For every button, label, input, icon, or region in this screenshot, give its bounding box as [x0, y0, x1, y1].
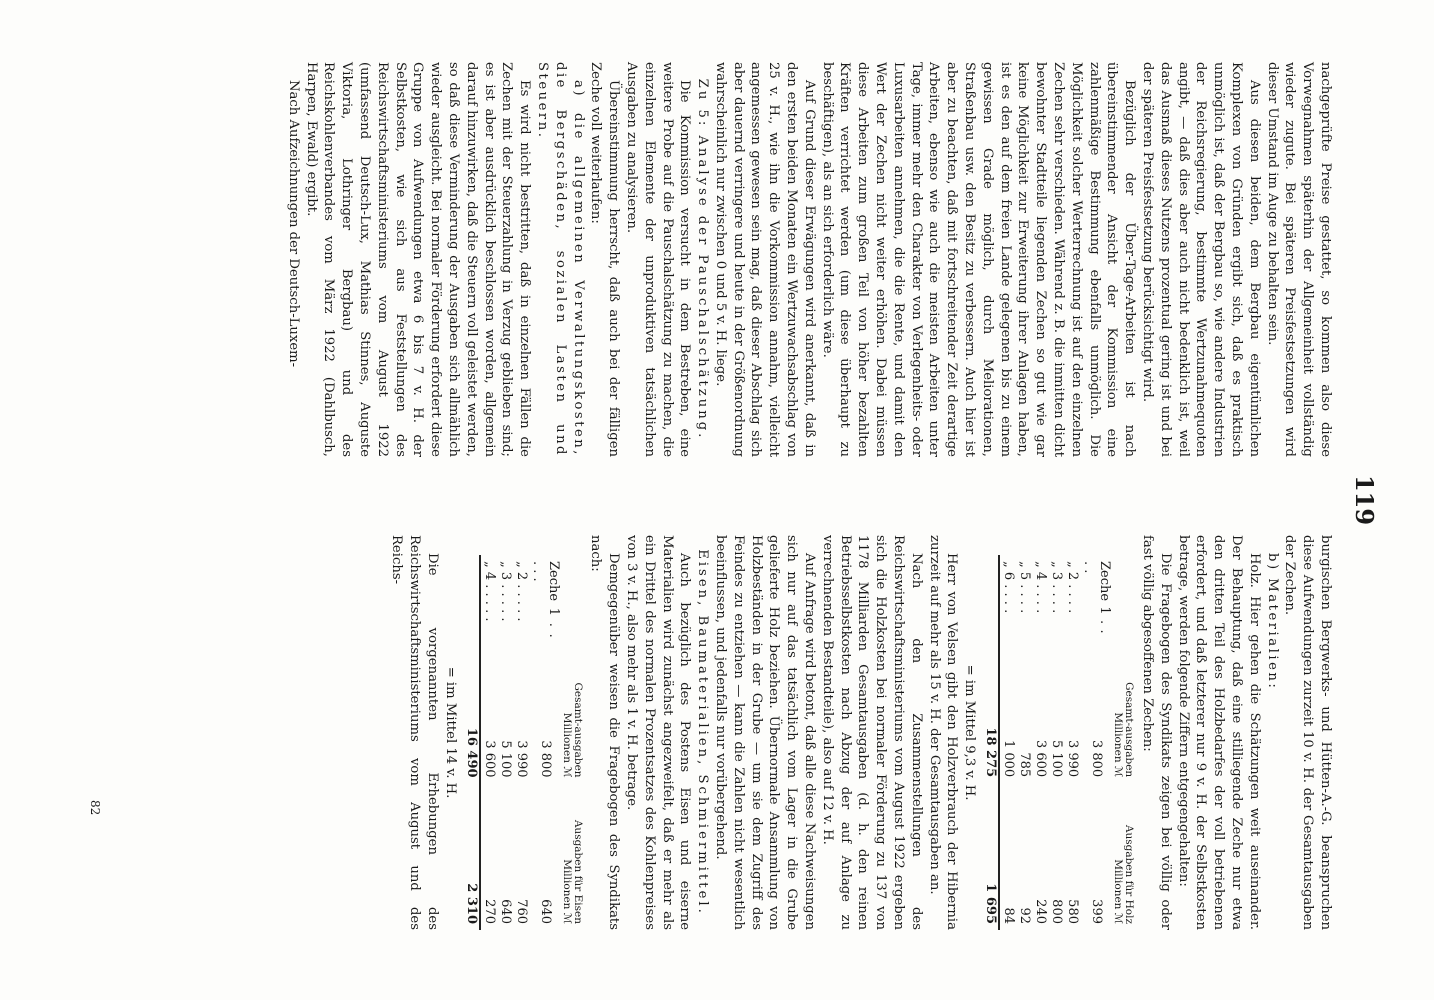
table-cell: 2 310 [463, 784, 480, 930]
table-cell: „ 5 . . . . [1017, 561, 1033, 614]
table-cell: „ 3 . . . . . [497, 561, 513, 622]
table-cell: 3 600 [481, 740, 497, 778]
table-cell: 3 800 [537, 740, 553, 778]
table-cell: 1 000 [1001, 739, 1017, 778]
table-row [497, 555, 513, 930]
paragraph: burgischen Bergwerks- und Hütten-A.-G. beanspruchen diese Aufwendungen zurzeit 10 v. H. der Gesamtausgaben der Zechen. [1282, 535, 1333, 930]
paragraph: Auch bezüglich des Postens Eisen und eiserne Materialien wird zunächst angezweifelt, daß er mehr als ein Drittel des normalen Prozentsatzes des Kohlenpreises von 3 v. H., also mehr als 1 v. H. betrage. [624, 535, 693, 930]
table-cell: 399 [1089, 899, 1105, 924]
table-row [1016, 555, 1032, 930]
right-column [388, 535, 1334, 930]
paragraph: Bezüglich der Über-Tage-Arbeiten ist nach übereinstimmender Ansicht der Kommission eine zahlenmäßige Bestimmung ebenfalls unmöglich. Die Möglichkeit solcher Werterrechnung ist auf den einzelnen Zechen sehr verschieden. Während z. B. die inmitten dicht bewohnter Stadtteile liegenden Zechen so gut wie gar keine Möglichkeit zur Erweiterung ihrer Anlagen haben, ist es den auf dem freien Lande gelegenen bis zu einem gewissen Grade möglich, durch Meliorationen, Straßenbau usw. den Besitz zu verbessern. Auch hier ist aber zu beachten, daß mit fortschreitender Zeit derartige Arbeiten, ebenso wie auch die meisten Arbeiten unter Tage, immer mehr den Charakter von Verlegenheits- oder Luxusarbeiten annehmen, die die Rente, und damit den Wert der Zechen nicht weiter erhöhen. Dabei müssen diese Arbeiten zum großen Teil von höher bezahlten Kräften verrichtet werden (um diese überhaupt zu beschäftigen), als an sich erforderlich wäre. [819, 62, 1138, 457]
table-header-row [1112, 555, 1134, 930]
table-cell: „ 3 . . . . [1049, 561, 1065, 614]
table-row [529, 555, 561, 930]
page-number: 119 [1350, 474, 1379, 526]
table-row [1064, 555, 1080, 930]
paragraph: Demgegenüber weisen die Fragebogen des Syndikats nach: [588, 535, 622, 930]
section-heading: Eisen, Baumaterialien, Schmiermittel. [695, 549, 711, 916]
table-cell: 16 490 [463, 644, 480, 784]
table-cell: 3 600 [1033, 739, 1049, 778]
table-row [999, 555, 1016, 930]
table-cell [982, 555, 999, 640]
footer-number: 82 [88, 800, 102, 816]
left-column [284, 62, 1334, 457]
table-cell: 3 800 [1089, 739, 1105, 778]
table-mean: = im Mittel 9,3 v. H. [962, 664, 978, 801]
table-cell: „ 6 . . . . [1001, 561, 1017, 614]
table-cell: 270 [481, 899, 497, 924]
table-cell: 760 [513, 899, 529, 924]
table-cell: 92 [1017, 907, 1033, 924]
table-row [1080, 555, 1112, 930]
table-cell: 5 100 [1049, 739, 1065, 778]
table-header: Ausgaben für Holz Millionen ℳ [1112, 824, 1136, 924]
table-cell: „ 4 . . . . . [481, 561, 497, 622]
table-total-row [982, 555, 999, 930]
table-cell: 18 275 [982, 640, 999, 784]
section-heading: Zu 5: Analyse der Pauschalschätzung. [695, 78, 711, 441]
table-header: Gesamt-ausgaben Millionen ℳ [560, 682, 584, 778]
paragraph: Es wird nicht bestritten, daß in einzelnen Fällen die Zechen mit der Steuerzahlung in Verzug geblieben sind; es ist aber ausdrücklich beschlossen worden, allgemein darauf hinzuwirken, daß die Steuern voll geleistet werden, so daß diese Verminderung der Ausgaben sich allmählich wieder ausgleicht. Bei normaler Förderung erfordert diese Gruppe von Aufwendungen etwa 6 bis 7 v. H. der Selbstkosten, wie sich aus Feststellungen des Reichswirtschaftsministeriums vom August 1922 (umfassend Deutsch-Lux, Mathias Stinnes, Auguste Viktoria, Lothringer Bergbau) und des Reichskohlenverbandes vom März 1922 (Dahlbusch, Harpen, Ewald) ergibt. [303, 62, 533, 457]
table-cell: „ 2 . . . . . [513, 561, 529, 622]
table-cell: Zeche 1 . . . . . [529, 561, 561, 638]
iron-expenses-table [463, 555, 583, 930]
paragraph: Nach Aufzeichnungen der Deutsch-Luxem- [285, 80, 301, 368]
table-cell: Zeche 1 . . . . [1081, 561, 1113, 634]
table-cell: 1 695 [982, 783, 999, 930]
paragraph: nachgeprüfte Preise gestattet, so kommen also diese Vorwegnahmen späterhin der Allgemeinheit vollständig wieder zugute. Bei späteren Preisfestsetzungen wird dieser Umstand im Auge zu behalten sein. [1264, 62, 1333, 457]
paragraph: Auf Grund dieser Erwägungen wird anerkannt, daß in den ersten beiden Monaten ein Wertzuwachsabschlag von 25 v. H., wie ihn die Vorkommission annahm, vielleicht angemessen gewesen sein mag, daß dieser Abschlag sich aber dauernd verringere und heute in der Größenordnung wahrscheinlich nur zwischen 0 und 5 v. H. liege. [712, 62, 817, 457]
paragraph: Die Kommission versucht in dem Bestreben, eine weitere Probe auf die Pauschalschätzung zu machen, die einzelnen Elemente der unproduktiven tatsächlichen Ausgaben zu analysieren. [623, 62, 693, 457]
table-cell [463, 555, 480, 644]
paragraph: Aus diesen beiden, dem Bergbau eigentümlichen Komplexen von Gründen ergibt sich, daß es praktisch unmöglich ist, daß der Bergbau so, wie andere Industrien der Reichsregierung, bestimmte Wertzunahmequoten angibt, — daß dies aber auch nicht bedenklich ist, weil das Ausmaß dieses Nutzens prozentual gering ist und bei der späteren Preisfestsetzung berücksichtigt wird. [1140, 62, 1262, 457]
table-row [1048, 555, 1064, 930]
table-cell: 3 990 [1065, 739, 1081, 778]
table-header [1112, 555, 1134, 640]
table-header: Ausgaben für Eisen Millionen ℳ [560, 819, 584, 924]
table-row [480, 555, 497, 930]
table-cell: 580 [1065, 899, 1081, 924]
paragraph: Die vorgenannten Erhebungen des Reichswirtschaftsministeriums vom August und des Reichs- [389, 535, 440, 930]
paragraph: Nach den Zusammenstellungen des Reichswirtschaftsministeriums vom August 1922 ergeben sich die Holzkosten bei normaler Förderung zu 137 von 1178 Milliarden Gesamtausgaben (d. h. den reinen Betriebsselbstkosten nach Abzug der auf Anlage zu verrechnenden Bestandteile), also auf 12 v. H. [819, 535, 924, 930]
paragraph: Übereinstimmung herrscht, daß auch bei der fälligen Zeche voll weiterlaufen: [588, 62, 622, 457]
wood-expenses-table [982, 555, 1134, 930]
table-cell: „ 4 . . . . [1033, 561, 1049, 614]
list-item: b) Materialien: [1264, 553, 1280, 691]
table-header [561, 555, 583, 644]
paragraph: Auf Anfrage wird betont, daß alle diese Nachweisungen sich nur auf das tatsächlich vom Lager in die Grube gelieferte Holz beziehen. Übernormale Ansammlung von Holzbeständen in der Grube — um sie dem Zugriff des Feindes zu entziehen — kann die Zahlen nicht wesentlich beeinflussen, und jedenfalls nur vorübergehend. [713, 535, 818, 930]
table-cell: 3 990 [513, 740, 529, 778]
table-row [1032, 555, 1048, 930]
table-row [513, 555, 529, 930]
table-cell: 800 [1049, 899, 1065, 924]
table-header-row [561, 555, 583, 930]
paragraph: Herr von Velsen gibt den Holzverbrauch der Hibernia zurzeit auf mehr als 15 v. H. der Gesamtausgaben an. [926, 535, 960, 930]
table-cell: 240 [1033, 899, 1049, 924]
table-cell: 785 [1017, 752, 1033, 778]
paragraph: Die Fragebogen des Syndikats zeigen bei völlig oder fast völlig abgesoffenen Zechen: [1140, 535, 1173, 930]
table-header: Gesamt-ausgaben Millionen ℳ [1112, 682, 1136, 778]
table-cell: 640 [497, 899, 513, 924]
table-total-row [463, 555, 480, 930]
table-cell: 640 [537, 899, 553, 924]
table-cell: 5 100 [497, 740, 513, 778]
table-mean: = im Mittel 14 v. H. [442, 666, 458, 799]
table-cell: 84 [1001, 907, 1017, 924]
list-item: a) die allgemeinen Verwaltungskosten, die Bergschäden, sozialen Lasten und Steuern. [534, 62, 586, 457]
table-cell: „ 2 . . . . [1065, 561, 1081, 614]
paragraph: Holz. Hier gehen die Schätzungen weit auseinander. Der Behauptung, daß eine stilliegende Zeche nur etwa den dritten Teil des Holzbedarfes der voll betriebenen erfordert, und daß letzterer nur 9 v. H. der Selbstkosten betrage, werden folgende Ziffern entgegengehalten: [1175, 535, 1262, 930]
